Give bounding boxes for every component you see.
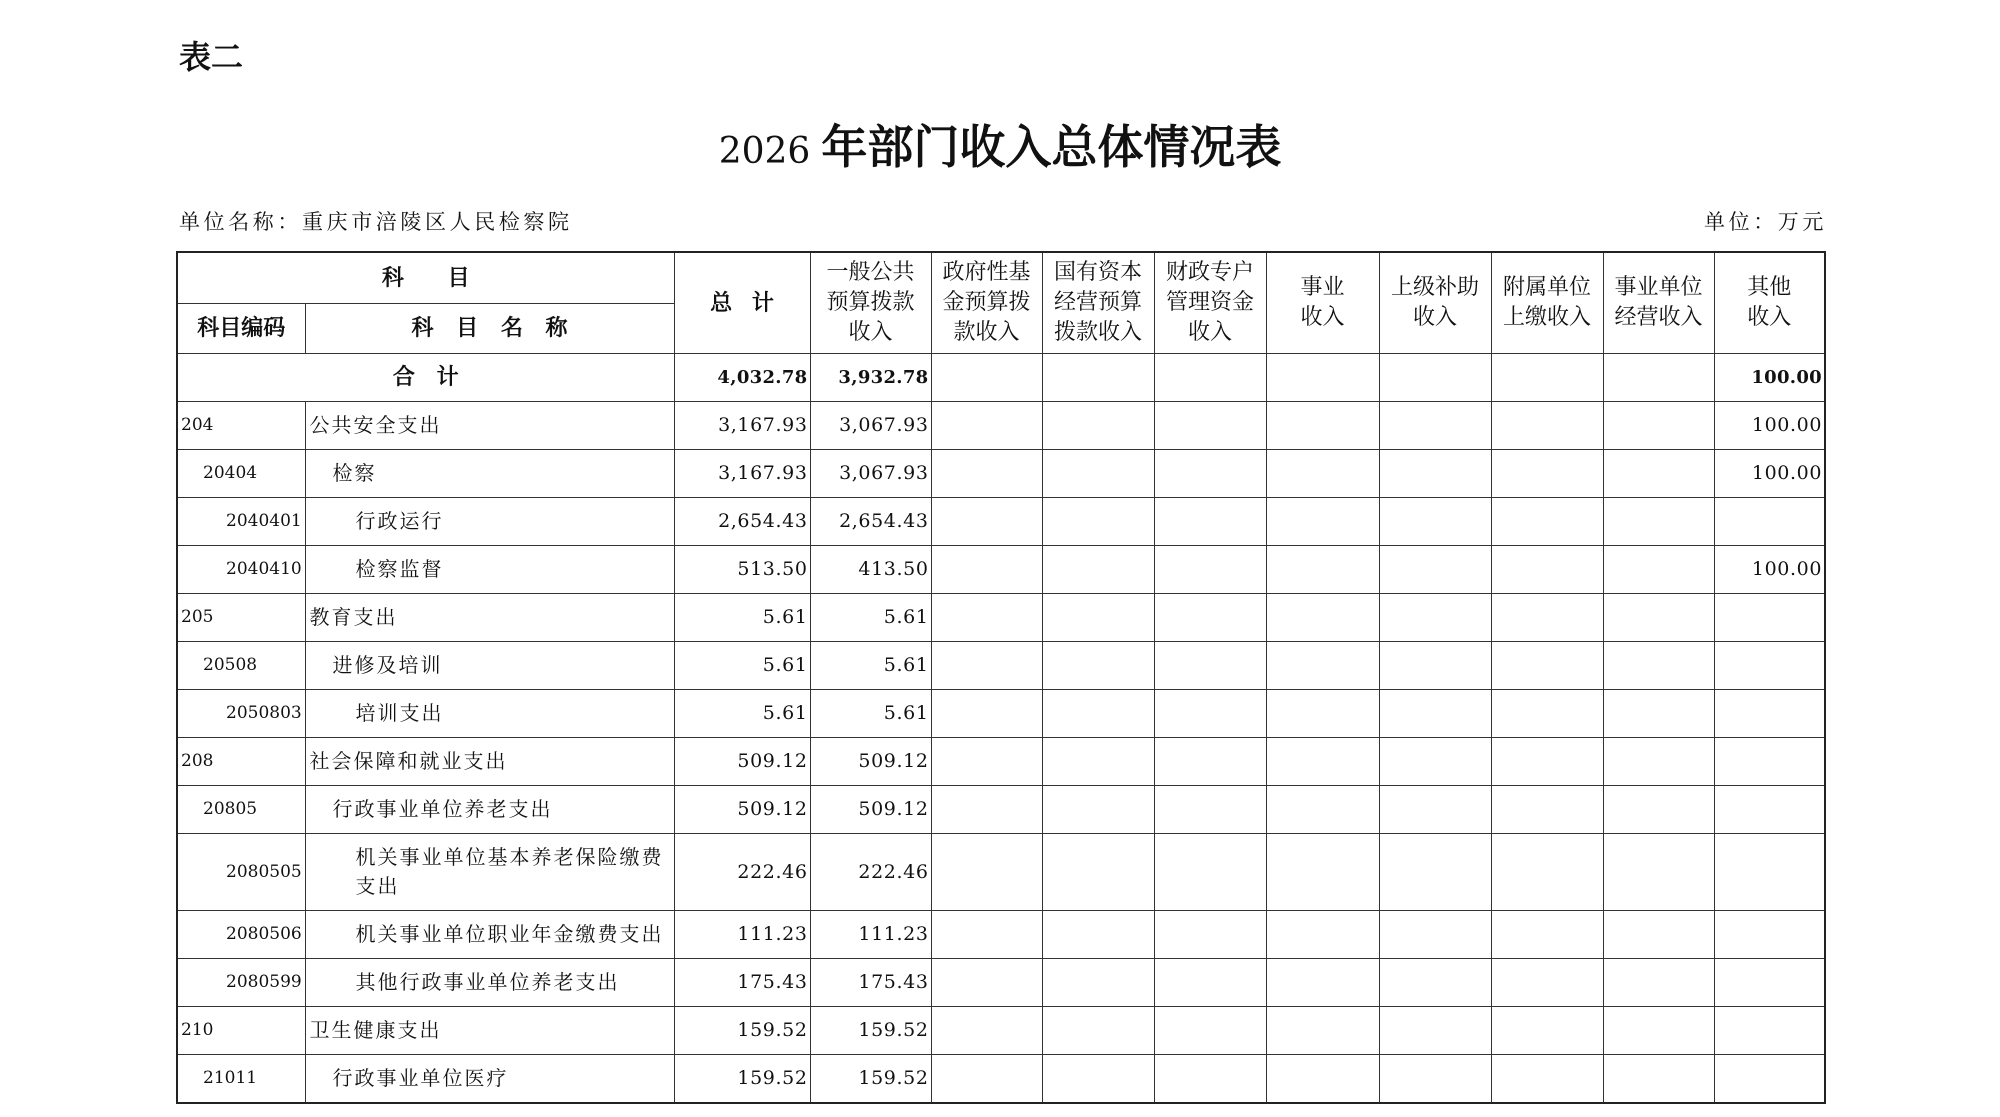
table-row [177,690,1825,738]
subject-name-cell: 检察 [305,450,674,498]
amount-cell-state-capital [1042,738,1154,786]
total-amount-business [1266,354,1379,402]
amount-cell-affiliated [1491,786,1603,834]
amount-cell-total: 111.23 [674,911,810,959]
amount-cell-general-budget: 3,067.93 [810,402,931,450]
total-amount-total: 4,032.78 [674,354,810,402]
table-row [177,546,1825,594]
header-line: 金预算拨 [942,290,1031,315]
amount-cell-general-budget: 5.61 [810,594,931,642]
amount-cell-affiliated [1491,690,1603,738]
header-fiscal-special [1154,252,1266,354]
table-row [177,786,1825,834]
header-other-income [1714,252,1825,354]
subject-name-cell: 教育支出 [305,594,674,642]
amount-cell-other [1714,642,1825,690]
amount-cell-affiliated [1491,546,1603,594]
table-row [177,1055,1825,1104]
table-row [177,959,1825,1007]
amount-cell-business [1266,959,1379,1007]
title-text: 年部门收入总体情况表 [821,120,1282,174]
amount-cell-operating [1603,402,1714,450]
header-subject-name: 科 目 名 称 [305,304,674,354]
amount-cell-total: 159.52 [674,1007,810,1055]
amount-cell-other: 100.00 [1714,450,1825,498]
amount-cell-operating [1603,1007,1714,1055]
amount-cell-general-budget: 222.46 [810,834,931,911]
amount-cell-total: 222.46 [674,834,810,911]
amount-cell-operating [1603,690,1714,738]
header-affiliated-remit [1491,252,1603,354]
header-line: 政府性基 [942,260,1031,285]
amount-cell-superior [1379,402,1491,450]
amount-cell-affiliated [1491,642,1603,690]
table-row [177,402,1825,450]
subject-code-cell: 210 [177,1007,305,1055]
subject-code-cell: 204 [177,402,305,450]
amount-cell-state-capital [1042,642,1154,690]
amount-cell-superior [1379,546,1491,594]
amount-cell-business [1266,546,1379,594]
header-operating-income [1603,252,1714,354]
amount-cell-other [1714,1007,1825,1055]
subject-name-cell: 行政运行 [305,498,674,546]
amount-cell-operating [1603,546,1714,594]
total-amount-other: 100.00 [1714,354,1825,402]
amount-cell-state-capital [1042,690,1154,738]
header-line: 收入 [1747,305,1792,330]
amount-cell-general-budget: 175.43 [810,959,931,1007]
amount-cell-gov-fund [931,786,1042,834]
amount-cell-total: 3,167.93 [674,402,810,450]
header-line: 上缴收入 [1503,305,1592,330]
subject-name-cell: 进修及培训 [305,642,674,690]
header-general-budget [810,252,931,354]
subject-name-cell: 机关事业单位职业年金缴费支出 [305,911,674,959]
amount-cell-total: 5.61 [674,594,810,642]
amount-cell-other: 100.00 [1714,546,1825,594]
amount-cell-superior [1379,786,1491,834]
subject-code-cell: 2080505 [177,834,305,911]
amount-cell-affiliated [1491,911,1603,959]
amount-cell-state-capital [1042,594,1154,642]
amount-cell-business [1266,402,1379,450]
amount-cell-fiscal-special [1154,546,1266,594]
amount-cell-gov-fund [931,498,1042,546]
amount-cell-state-capital [1042,834,1154,911]
header-line: 收入 [848,320,893,345]
total-amount-state-capital [1042,354,1154,402]
amount-cell-total: 159.52 [674,1055,810,1104]
header-subject-group: 科 目 [177,252,674,304]
amount-cell-other: 100.00 [1714,402,1825,450]
amount-cell-fiscal-special [1154,786,1266,834]
amount-cell-fiscal-special [1154,1055,1266,1104]
amount-cell-gov-fund [931,690,1042,738]
amount-cell-total: 3,167.93 [674,450,810,498]
amount-cell-operating [1603,594,1714,642]
amount-cell-other [1714,738,1825,786]
amount-cell-gov-fund [931,959,1042,1007]
amount-cell-other [1714,959,1825,1007]
total-amount-superior [1379,354,1491,402]
header-gov-fund [931,252,1042,354]
amount-cell-other [1714,834,1825,911]
amount-cell-fiscal-special [1154,911,1266,959]
amount-cell-other [1714,1055,1825,1104]
header-total: 总 计 [674,252,810,354]
amount-cell-business [1266,594,1379,642]
header-line: 收入 [1300,305,1345,330]
amount-cell-gov-fund [931,402,1042,450]
amount-cell-affiliated [1491,959,1603,1007]
subject-code-cell: 208 [177,738,305,786]
amount-cell-gov-fund [931,738,1042,786]
unit-name-label: 单位名称：重庆市涪陵区人民检察院 [179,210,573,234]
amount-cell-operating [1603,786,1714,834]
total-label: 合 计 [177,354,674,402]
subject-name-cell: 其他行政事业单位养老支出 [305,959,674,1007]
amount-cell-operating [1603,1055,1714,1104]
amount-cell-superior [1379,1055,1491,1104]
table-header [177,252,1825,354]
amount-cell-superior [1379,738,1491,786]
amount-cell-general-budget: 3,067.93 [810,450,931,498]
subject-code-cell: 2080599 [177,959,305,1007]
amount-cell-state-capital [1042,959,1154,1007]
amount-cell-superior [1379,1007,1491,1055]
subject-code-cell: 21011 [177,1055,305,1104]
table-row [177,450,1825,498]
header-line: 事业 [1300,275,1345,300]
header-line: 国有资本 [1054,260,1143,285]
amount-cell-gov-fund [931,450,1042,498]
amount-cell-business [1266,786,1379,834]
amount-cell-operating [1603,738,1714,786]
table-row [177,498,1825,546]
header-business-income [1266,252,1379,354]
subject-name-cell: 公共安全支出 [305,402,674,450]
table-row [177,594,1825,642]
amount-cell-total: 513.50 [674,546,810,594]
amount-cell-business [1266,1055,1379,1104]
income-summary-table [176,251,1826,1104]
total-amount-gov-fund [931,354,1042,402]
amount-cell-gov-fund [931,594,1042,642]
amount-cell-other [1714,594,1825,642]
total-section [177,354,1825,402]
subject-code-cell: 2040401 [177,498,305,546]
total-amount-general-budget: 3,932.78 [810,354,931,402]
amount-cell-fiscal-special [1154,594,1266,642]
amount-cell-superior [1379,594,1491,642]
amount-cell-general-budget: 159.52 [810,1055,931,1104]
table-row [177,1007,1825,1055]
header-line: 附属单位 [1503,275,1592,300]
amount-cell-operating [1603,498,1714,546]
subject-code-cell: 2080506 [177,911,305,959]
amount-cell-other [1714,690,1825,738]
amount-cell-gov-fund [931,1007,1042,1055]
header-subject-code: 科目编码 [177,304,305,354]
amount-cell-affiliated [1491,1055,1603,1104]
subject-code-cell: 2040410 [177,546,305,594]
amount-cell-superior [1379,959,1491,1007]
subject-name-cell: 检察监督 [305,546,674,594]
amount-cell-other [1714,786,1825,834]
total-amount-operating [1603,354,1714,402]
title-year: 2026 [718,131,811,172]
amount-cell-total: 175.43 [674,959,810,1007]
header-line: 事业单位 [1614,275,1703,300]
header-line: 经营预算 [1054,290,1143,315]
header-line: 其他 [1747,275,1792,300]
subject-name-cell: 卫生健康支出 [305,1007,674,1055]
header-state-capital [1042,252,1154,354]
amount-cell-general-budget: 2,654.43 [810,498,931,546]
amount-cell-state-capital [1042,402,1154,450]
header-line: 收入 [1188,320,1233,345]
currency-unit-label: 单位：万元 [1704,210,1827,234]
amount-cell-general-budget: 5.61 [810,690,931,738]
subject-code-cell: 20805 [177,786,305,834]
amount-cell-gov-fund [931,911,1042,959]
amount-cell-state-capital [1042,911,1154,959]
amount-cell-business [1266,690,1379,738]
amount-cell-state-capital [1042,546,1154,594]
amount-cell-other [1714,498,1825,546]
amount-cell-general-budget: 509.12 [810,738,931,786]
header-row-top [177,252,1825,304]
header-line: 拨款收入 [1054,320,1143,345]
amount-cell-general-budget: 413.50 [810,546,931,594]
amount-cell-affiliated [1491,738,1603,786]
amount-cell-operating [1603,450,1714,498]
amount-cell-business [1266,498,1379,546]
amount-cell-state-capital [1042,498,1154,546]
subject-name-cell: 社会保障和就业支出 [305,738,674,786]
amount-cell-fiscal-special [1154,959,1266,1007]
table-row [177,911,1825,959]
amount-cell-fiscal-special [1154,834,1266,911]
amount-cell-total: 509.12 [674,786,810,834]
amount-cell-fiscal-special [1154,738,1266,786]
header-line: 一般公共 [826,260,915,285]
subject-name-cell: 培训支出 [305,690,674,738]
amount-cell-general-budget: 159.52 [810,1007,931,1055]
amount-cell-operating [1603,911,1714,959]
amount-cell-total: 5.61 [674,690,810,738]
amount-cell-gov-fund [931,642,1042,690]
table-row [177,834,1825,911]
amount-cell-state-capital [1042,450,1154,498]
amount-cell-affiliated [1491,594,1603,642]
amount-cell-business [1266,450,1379,498]
amount-cell-superior [1379,498,1491,546]
amount-cell-superior [1379,911,1491,959]
amount-cell-operating [1603,834,1714,911]
amount-cell-business [1266,1007,1379,1055]
table-row [177,642,1825,690]
amount-cell-superior [1379,450,1491,498]
amount-cell-superior [1379,642,1491,690]
amount-cell-other [1714,911,1825,959]
amount-cell-operating [1603,642,1714,690]
header-line: 收入 [1413,305,1458,330]
amount-cell-fiscal-special [1154,690,1266,738]
amount-cell-state-capital [1042,1007,1154,1055]
subject-code-cell: 20508 [177,642,305,690]
table-row [177,738,1825,786]
table-number-label: 表二 [179,38,244,76]
amount-cell-affiliated [1491,498,1603,546]
header-line: 财政专户 [1166,260,1255,285]
subject-code-cell: 2050803 [177,690,305,738]
amount-cell-operating [1603,959,1714,1007]
amount-cell-total: 5.61 [674,642,810,690]
amount-cell-affiliated [1491,402,1603,450]
amount-cell-business [1266,738,1379,786]
header-line: 款收入 [953,320,1020,345]
table-body [177,402,1825,1104]
document-title [0,111,2000,189]
amount-cell-affiliated [1491,834,1603,911]
amount-cell-total: 2,654.43 [674,498,810,546]
amount-cell-general-budget: 509.12 [810,786,931,834]
header-line: 预算拨款 [826,290,915,315]
amount-cell-gov-fund [931,1055,1042,1104]
amount-cell-general-budget: 111.23 [810,911,931,959]
header-line: 管理资金 [1166,290,1255,315]
amount-cell-general-budget: 5.61 [810,642,931,690]
amount-cell-business [1266,834,1379,911]
total-amount-fiscal-special [1154,354,1266,402]
amount-cell-affiliated [1491,450,1603,498]
amount-cell-fiscal-special [1154,642,1266,690]
total-row [177,354,1825,402]
amount-cell-state-capital [1042,786,1154,834]
subject-name-cell: 行政事业单位养老支出 [305,786,674,834]
header-line: 经营收入 [1614,305,1703,330]
amount-cell-superior [1379,690,1491,738]
subject-name-cell: 行政事业单位医疗 [305,1055,674,1104]
amount-cell-gov-fund [931,834,1042,911]
amount-cell-gov-fund [931,546,1042,594]
amount-cell-business [1266,911,1379,959]
amount-cell-fiscal-special [1154,402,1266,450]
subject-name-cell: 机关事业单位基本养老保险缴费支出 [305,834,674,911]
header-superior-subsidy [1379,252,1491,354]
amount-cell-fiscal-special [1154,1007,1266,1055]
amount-cell-total: 509.12 [674,738,810,786]
total-amount-affiliated [1491,354,1603,402]
subject-code-cell: 20404 [177,450,305,498]
amount-cell-state-capital [1042,1055,1154,1104]
amount-cell-fiscal-special [1154,450,1266,498]
amount-cell-business [1266,642,1379,690]
header-line: 上级补助 [1391,275,1480,300]
amount-cell-affiliated [1491,1007,1603,1055]
amount-cell-superior [1379,834,1491,911]
subject-code-cell: 205 [177,594,305,642]
amount-cell-fiscal-special [1154,498,1266,546]
